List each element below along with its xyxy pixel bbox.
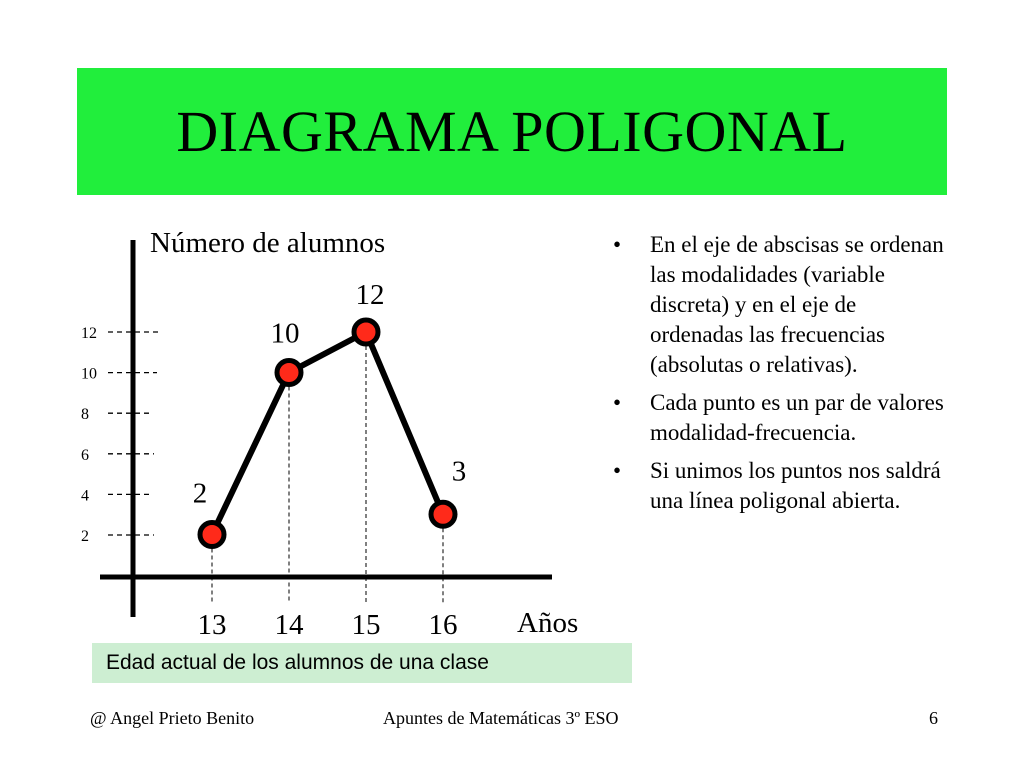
bullet-list	[600, 230, 945, 524]
bullet-marker: •	[613, 232, 622, 257]
bullet-item	[600, 388, 945, 448]
y-tick-label: 4	[81, 487, 89, 505]
y-tick-label: 10	[81, 365, 97, 383]
y-tick-label: 8	[81, 406, 89, 424]
x-tick-label: 15	[351, 609, 381, 641]
bullet-text: Si unimos los puntos nos saldrá una línea poligonal abierta.	[650, 458, 941, 513]
bullet-marker: •	[613, 458, 622, 483]
y-tick-label: 2	[81, 528, 89, 545]
x-tick-label: 13	[197, 609, 227, 641]
data-label: 3	[451, 455, 467, 488]
y-axis-label: Número de alumnos	[150, 227, 386, 259]
footer-page-number: 6	[929, 708, 938, 728]
data-point-marker	[431, 502, 455, 526]
polygon-segment	[366, 332, 443, 514]
data-label: 2	[192, 477, 208, 510]
x-tick-label: 14	[274, 609, 304, 641]
bullet-marker: •	[613, 390, 622, 415]
x-tick-label: 16	[428, 609, 458, 641]
polygon-segment	[212, 373, 289, 535]
data-label: 10	[270, 317, 300, 350]
bullet-item	[600, 456, 945, 516]
footer-course: Apuntes de Matemáticas 3º ESO	[383, 708, 619, 728]
slide-title: DIAGRAMA POLIGONAL	[176, 99, 848, 164]
bullet-text: En el eje de abscisas se ordenan las modalidades (variable discreta) y en el eje de ordenadas las frecuencias (absolutas o relativas).	[650, 232, 944, 377]
data-point-marker	[354, 320, 378, 344]
data-label: 12	[355, 279, 385, 311]
chart-caption: Edad actual de los alumnos de una clase	[106, 651, 489, 674]
x-axis-label: Años	[517, 607, 579, 639]
caption-box	[92, 643, 632, 683]
footer-author: @ Angel Prieto Benito	[90, 708, 255, 728]
data-point-marker	[277, 361, 301, 385]
bullet-item	[600, 230, 945, 380]
y-tick-label: 6	[81, 446, 89, 464]
data-point-marker	[200, 523, 224, 547]
bullet-text: Cada punto es un par de valores modalidad-frecuencia.	[650, 390, 944, 445]
y-tick-label: 12	[81, 325, 97, 342]
